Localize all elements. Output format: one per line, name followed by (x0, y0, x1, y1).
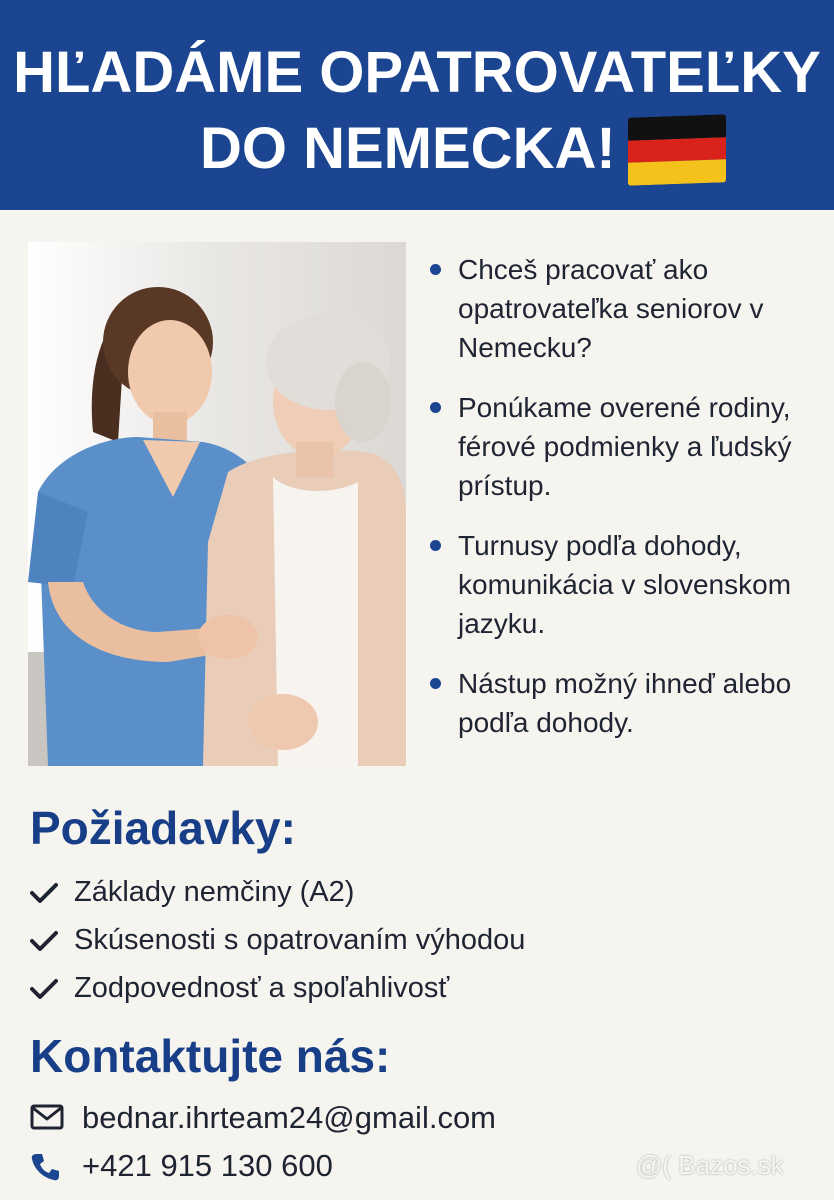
list-item: Skúsenosti s opatrovaním výhodou (30, 916, 525, 964)
checkmark-icon (30, 882, 58, 904)
benefits-list (428, 250, 828, 763)
list-item: Zodpovednosť a spoľahlivosť (30, 964, 525, 1012)
contact-list (30, 1094, 496, 1190)
list-item: Chceš pracovať ako opatrovateľka seniorov v Nemecku? (428, 250, 828, 367)
bullet-dot-icon (430, 264, 441, 275)
bullet-dot-icon (430, 402, 441, 413)
email-contact[interactable] (30, 1094, 496, 1142)
requirements-list (30, 868, 525, 1012)
list-item: Nástup možný ihneď alebo podľa dohody. (428, 664, 828, 742)
caregiver-with-senior-photo (28, 242, 406, 766)
headline-line-2: DO NEMECKA! (200, 116, 616, 181)
bullet-dot-icon (430, 678, 441, 689)
phone-link[interactable]: +421 915 130 600 (82, 1148, 333, 1183)
list-item: Turnusy podľa dohody, komunikácia v slovenskom jazyku. (428, 526, 828, 643)
list-item: Základy nemčiny (A2) (30, 868, 525, 916)
envelope-icon (30, 1104, 64, 1130)
header-banner (0, 0, 834, 210)
phone-contact[interactable] (30, 1142, 496, 1190)
headline-line-1: HĽADÁME OPATROVATEĽKY (13, 40, 821, 105)
checkmark-icon (30, 978, 58, 1000)
phone-icon (30, 1152, 60, 1182)
checkmark-icon (30, 930, 58, 952)
email-link[interactable]: bednar.ihrteam24@gmail.com (82, 1100, 497, 1135)
german-flag-icon (628, 114, 726, 185)
site-watermark: @( Bazos.sk (636, 1150, 784, 1180)
contact-heading: Kontaktujte nás: (30, 1030, 391, 1082)
list-item: Ponúkame overené rodiny, férové podmienky a ľudský prístup. (428, 388, 828, 505)
bullet-dot-icon (430, 540, 441, 551)
requirements-heading: Požiadavky: (30, 802, 296, 854)
